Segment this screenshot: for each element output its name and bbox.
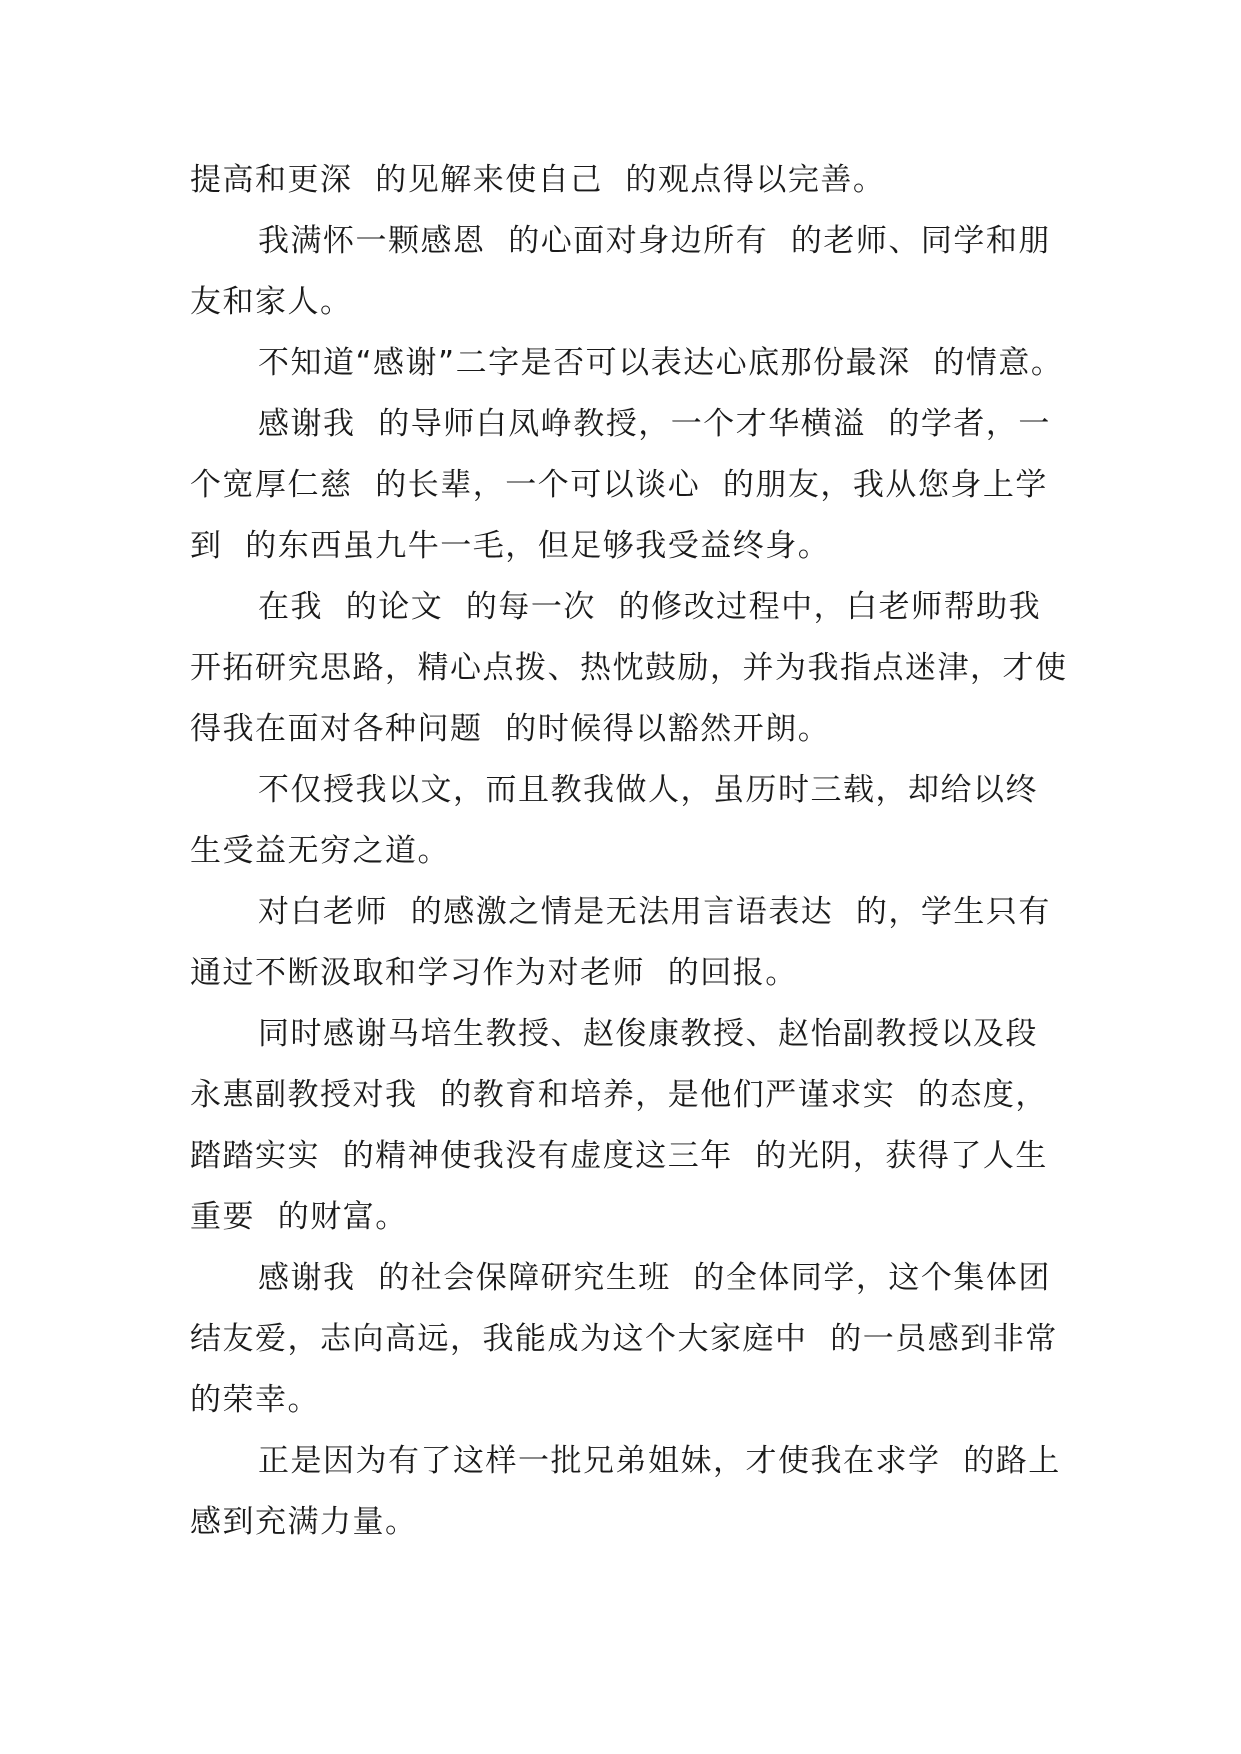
paragraph-5: 在我 的论文 的每一次 的修改过程中，白老师帮助我开拓研究思路，精心点拨、热忱鼓励，并为我指点迷津，才使得我在面对各种问题 的时候得以豁然开朗。	[190, 589, 1068, 747]
paragraph-9: 感谢我 的社会保障研究生班 的全体同学，这个集体团结友爱，志向高远，我能成为这个大家庭中 的一员感到非常 的荣幸。	[190, 1260, 1081, 1418]
paragraph-3: 不知道“感谢”二字是否可以表达心底那份最深 的情意。	[258, 345, 1064, 381]
paragraph-8: 同时感谢马培生教授、赵俊康教授、赵怡副教授以及段永惠副教授对我 的教育和培养，是他们严谨求实 的态度，踏踏实实 的精神使我没有虚度这三年 的光阴，获得了人生重要 的财富。	[190, 1016, 1048, 1235]
paragraph-1: 提高和更深 的见解来使自己 的观点得以完善。	[190, 162, 886, 198]
paragraph-2: 我满怀一颗感恩 的心面对身边所有 的老师、同学和朋友和家人。	[190, 223, 1051, 320]
paragraph-4: 感谢我 的导师白凤峥教授，一个才华横溢 的学者，一个宽厚仁慈 的长辈，一个可以谈心 的朋友，我从您身上学到 的东西虽九牛一毛，但足够我受益终身。	[190, 406, 1051, 564]
document-body	[190, 150, 1081, 1553]
paragraph-6: 不仅授我以文，而且教我做人，虽历时三载，却给以终生受益无穷之道。	[190, 772, 1038, 869]
paragraph-10: 正是因为有了这样一批兄弟姐妹，才使我在求学 的路上感到充满力量。	[190, 1443, 1061, 1540]
paragraph-7: 对白老师 的感激之情是无法用言语表达 的，学生只有通过不断汲取和学习作为对老师 的回报。	[190, 894, 1051, 991]
